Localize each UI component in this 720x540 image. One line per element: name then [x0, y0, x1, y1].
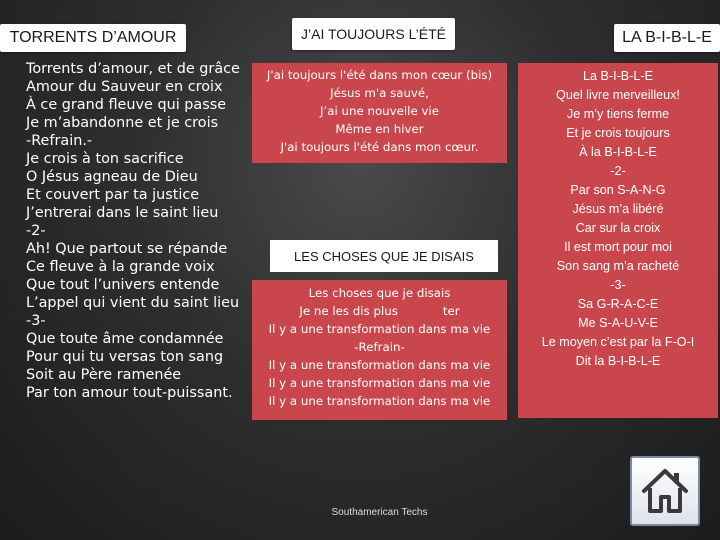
lyric-line: L’appel qui vient du saint lieu: [26, 295, 240, 311]
lyric-line: Jésus m'a sauvé,: [330, 86, 429, 100]
lyric-line: J'ai toujours l'été dans mon cœur (bis): [266, 68, 493, 82]
home-icon: [640, 467, 690, 515]
lyric-line: Les choses que je disais: [308, 286, 451, 300]
lyrics-box-jai-toujours-lete: [252, 63, 507, 163]
lyric-line: À la B-I-B-L-E: [579, 145, 657, 159]
lyric-line: Je m’y tiens ferme: [566, 107, 670, 121]
lyric-line: La B-I-B-L-E: [583, 69, 653, 83]
lyric-line: -2-: [610, 164, 626, 178]
home-button[interactable]: [630, 456, 700, 526]
lyric-line: Quel livre merveilleux!: [556, 88, 680, 102]
heading-les-choses-que-je-disais: [270, 240, 498, 272]
tab-la-bible: [614, 24, 720, 52]
lyric-line: Soit au Père ramenée: [26, 367, 182, 383]
lyric-line: Le moyen c’est par la F-O-I: [541, 335, 695, 349]
lyric-line: Je ne les dis plus ter: [299, 304, 460, 318]
lyric-line: J’entrerai dans le saint lieu: [26, 205, 219, 221]
song-lyrics-torrents: [26, 60, 256, 402]
lyric-line: Par ton amour tout-puissant.: [26, 385, 233, 401]
lyric-line: Il y a une transformation dans ma vie: [268, 376, 491, 390]
lyric-line: Me S-A-U-V-E: [578, 316, 658, 330]
lyric-line: Son sang m’a racheté: [556, 259, 680, 273]
lyric-line: J’ai une nouvelle vie: [320, 104, 439, 118]
lyric-line: Torrents d’amour, et de grâce: [26, 61, 240, 77]
lyric-line: Il est mort pour moi: [564, 240, 672, 254]
lyric-line: Ah! Que partout se répande: [26, 241, 228, 257]
lyric-line: Je crois à ton sacrifice: [26, 151, 184, 167]
lyric-line: Sa G-R-A-C-E: [577, 297, 659, 311]
lyric-line: -3-: [26, 313, 46, 329]
lyric-line: Il y a une transformation dans ma vie: [268, 358, 491, 372]
lyric-line: Il y a une transformation dans ma vie: [268, 322, 491, 336]
lyric-line: Jésus m’a libéré: [572, 202, 664, 216]
lyric-line: Je m’abandonne et je crois: [26, 115, 219, 131]
footer-credit: Southamerican Techs: [331, 507, 428, 518]
lyric-line: Amour du Sauveur en croix: [26, 79, 223, 95]
lyric-line: Que tout l’univers entende: [26, 277, 220, 293]
lyric-line: O Jésus agneau de Dieu: [26, 169, 198, 185]
tab-la-bible-label: LA B-I-B-L-E: [622, 29, 712, 46]
lyric-line: Et couvert par ta justice: [26, 187, 200, 203]
tab-torrents-damour-label: TORRENTS D’AMOUR: [9, 29, 177, 46]
lyric-line: Même en hiver: [335, 122, 424, 136]
lyrics-box-les-choses: [252, 280, 507, 420]
lyric-line: Pour qui tu versas ton sang: [26, 349, 224, 365]
lyric-line: Car sur la croix: [575, 221, 661, 235]
lyric-line: -Refrain-: [354, 340, 405, 354]
heading-label: LES CHOSES QUE JE DISAIS: [294, 248, 474, 264]
lyric-line: Dit la B-I-B-L-E: [575, 354, 661, 368]
lyric-line: Ce fleuve à la grande voix: [26, 259, 215, 275]
tab-jai-toujours-lete: [292, 18, 455, 50]
lyric-line: -Refrain.-: [26, 133, 93, 149]
lyric-line: À ce grand fleuve qui passe: [26, 97, 227, 113]
lyric-line: -3-: [610, 278, 626, 292]
lyric-line: Et je crois toujours: [566, 126, 670, 140]
tab-jai-toujours-lete-label: J’AI TOUJOURS L’ÉTÉ: [301, 26, 446, 42]
lyric-line: -2-: [26, 223, 46, 239]
lyric-line: Il y a une transformation dans ma vie: [268, 394, 491, 408]
lyric-line: Par son S-A-N-G: [570, 183, 666, 197]
lyric-line: J'ai toujours l'été dans mon cœur.: [280, 140, 479, 154]
lyrics-box-la-bible: [518, 63, 718, 418]
tab-torrents-damour: [0, 24, 186, 52]
lyric-line: Que toute âme condamnée: [26, 331, 224, 347]
